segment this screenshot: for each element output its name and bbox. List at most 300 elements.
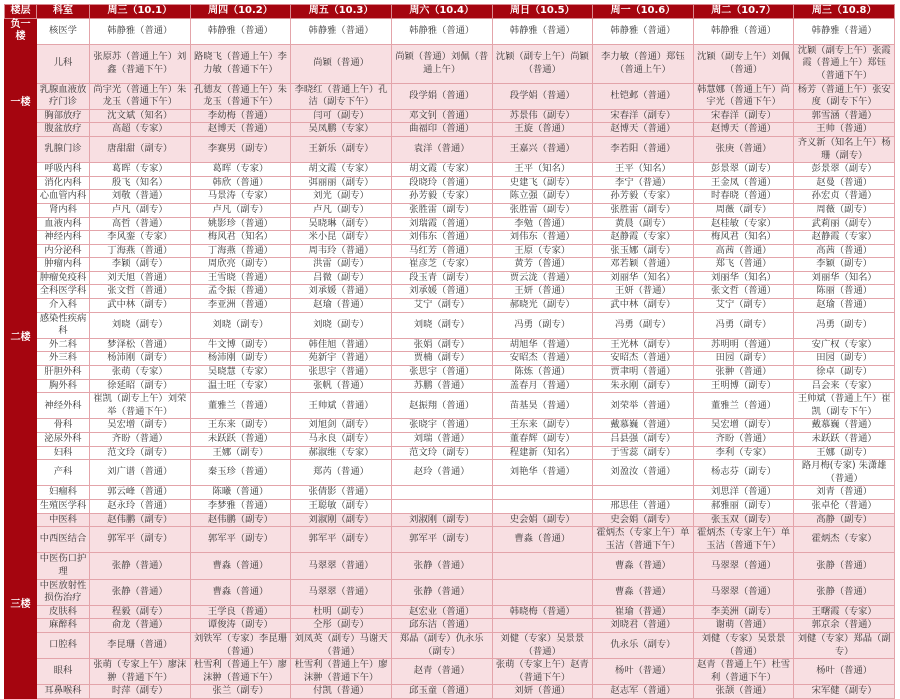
doctor-cell: 刘晓（副专） — [90, 312, 191, 338]
table-row — [5, 271, 895, 285]
table-row — [5, 352, 895, 366]
doctor-cell: 王帅斌（普通） — [291, 393, 392, 419]
doctor-cell: 宋军健（副专） — [794, 685, 895, 699]
doctor-cell: 张萌（专家上午）赵青（普通下午） — [492, 659, 593, 685]
doctor-cell: 赵桂敏（专家） — [693, 217, 794, 231]
department-cell: 胸外科 — [37, 379, 90, 393]
doctor-cell: 梅风君（知名） — [190, 231, 291, 245]
doctor-cell: 郭京余（普通） — [794, 619, 895, 633]
doctor-cell: 曲福印（普通） — [391, 123, 492, 137]
table-row — [5, 83, 895, 109]
floor-label: 一楼 — [5, 44, 37, 162]
doctor-cell: 王东来（副专） — [190, 419, 291, 433]
doctor-cell: 刘天旭（普通） — [90, 271, 191, 285]
doctor-cell: 张静（普通） — [391, 553, 492, 579]
table-row — [5, 244, 895, 258]
doctor-cell: 赵青（普通） — [391, 659, 492, 685]
doctor-cell: 杨沛刚（副专） — [90, 352, 191, 366]
doctor-cell: 刘思洋（普通） — [693, 486, 794, 500]
doctor-cell: 黄晨（副专） — [593, 217, 694, 231]
doctor-cell: 李颖（副专） — [794, 258, 895, 272]
table-row — [5, 685, 895, 699]
doctor-cell: 刘晓（副专） — [391, 312, 492, 338]
doctor-cell: 洪雷（副专） — [291, 258, 392, 272]
doctor-cell: 张卓伦（普通） — [794, 499, 895, 513]
doctor-cell: 武中林（副专） — [593, 299, 694, 313]
floor-label: 负一楼 — [5, 18, 37, 44]
doctor-cell: 孙芳毅（专家） — [391, 190, 492, 204]
doctor-cell: 刘敬（普通） — [90, 190, 191, 204]
doctor-cell: 艾宁（副专） — [391, 299, 492, 313]
doctor-cell: 董雅兰（普通） — [190, 393, 291, 419]
doctor-cell: 盖春月（普通） — [492, 379, 593, 393]
doctor-cell: 王妍（普通） — [492, 285, 593, 299]
doctor-cell: 李利（专家） — [693, 446, 794, 460]
doctor-cell: 张思宇（普通） — [391, 366, 492, 380]
doctor-cell: 张静（普通） — [794, 553, 895, 579]
doctor-cell: 张帆（普通） — [291, 379, 392, 393]
doctor-cell: 张静（普通） — [391, 579, 492, 605]
doctor-cell: 冯勇（副专） — [492, 312, 593, 338]
department-cell: 胸部放疗 — [37, 109, 90, 123]
doctor-cell: 王平（知名） — [593, 163, 694, 177]
doctor-cell: 张萌（专家上午）廖沫翀（普通下午） — [90, 659, 191, 685]
doctor-cell: 刘丽华（知名） — [693, 271, 794, 285]
doctor-cell: 赵博天（普通） — [190, 123, 291, 137]
department-cell: 生殖医学科 — [37, 499, 90, 513]
doctor-cell: 朱永刚（副专） — [593, 379, 694, 393]
doctor-cell: 吴晓琳（副专） — [291, 217, 392, 231]
doctor-cell: 张文哲（普通） — [693, 285, 794, 299]
doctor-cell: 时春晓（普通） — [693, 190, 794, 204]
doctor-cell: 袁洋（普通） — [391, 136, 492, 162]
doctor-cell: 吴宏增（副专） — [90, 419, 191, 433]
doctor-cell: 郭军平（副专） — [391, 527, 492, 553]
header-day: 周三（10.8） — [794, 5, 895, 19]
doctor-cell: 苏明明（普通） — [693, 338, 794, 352]
department-cell: 全科医学科 — [37, 285, 90, 299]
doctor-cell: 马翠翠（普通） — [693, 579, 794, 605]
doctor-cell: 彭景翠（副专） — [794, 163, 895, 177]
floor-label: 三楼 — [5, 513, 37, 698]
table-row — [5, 393, 895, 419]
doctor-cell: 高哲（普通） — [90, 217, 191, 231]
doctor-cell: 俞龙（普通） — [90, 619, 191, 633]
doctor-cell: 霍炳杰（专家） — [794, 527, 895, 553]
doctor-cell: 韩静雅（普通） — [190, 18, 291, 44]
doctor-cell: 邱东洁（普通） — [391, 619, 492, 633]
doctor-cell: 邓文钊（普通） — [391, 109, 492, 123]
doctor-cell: 程毅（副专） — [90, 605, 191, 619]
doctor-cell: 马永良（副专） — [291, 433, 392, 447]
doctor-cell: 王帅（普通） — [794, 123, 895, 137]
doctor-cell: 董春辉（副专） — [492, 433, 593, 447]
doctor-cell: 王原（专家） — [492, 244, 593, 258]
department-cell: 介入科 — [37, 299, 90, 313]
doctor-cell: 赵永玲（普通） — [90, 499, 191, 513]
doctor-cell: 李若阳（普通） — [593, 136, 694, 162]
doctor-cell: 刘凤英（副专）马谢天（普通） — [291, 632, 392, 658]
doctor-cell: 吕微（副专） — [291, 271, 392, 285]
header-day: 周三（10.1） — [90, 5, 191, 19]
department-cell: 神经外科 — [37, 393, 90, 419]
doctor-cell: 霍炳杰（专家上午）单玉洁（普通下午） — [693, 527, 794, 553]
doctor-cell: 王雪晓（普通） — [190, 271, 291, 285]
doctor-cell: 齐盼（普通） — [693, 433, 794, 447]
doctor-cell: 李风銮（专家） — [90, 231, 191, 245]
doctor-cell: 韩静雅（普通） — [291, 18, 392, 44]
doctor-cell — [492, 619, 593, 633]
doctor-cell: 张静（普通） — [90, 553, 191, 579]
doctor-cell: 刘晓（副专） — [291, 312, 392, 338]
doctor-cell: 安昭杰（普通） — [492, 352, 593, 366]
doctor-cell: 尚颖（普通）刘佩（普通上午） — [391, 44, 492, 83]
doctor-cell: 段学娟（普通） — [492, 83, 593, 109]
table-row — [5, 619, 895, 633]
doctor-cell: 徐延昭（副专） — [90, 379, 191, 393]
doctor-cell: 曹淼（普通） — [190, 579, 291, 605]
doctor-cell: 黄芳（普通） — [492, 258, 593, 272]
doctor-cell: 刘盈汝（普通） — [593, 460, 694, 486]
doctor-cell: 赵青（普通上午）杜雪利（普通下午） — [693, 659, 794, 685]
table-row — [5, 217, 895, 231]
doctor-cell: 李勉（普通） — [492, 217, 593, 231]
doctor-cell: 胡文霞（专家） — [391, 163, 492, 177]
department-cell: 感染性疾病科 — [37, 312, 90, 338]
doctor-cell: 刘晓（副专） — [190, 312, 291, 338]
table-row — [5, 136, 895, 162]
doctor-cell: 周薇（副专） — [794, 203, 895, 217]
doctor-cell: 李亚洲（普通） — [190, 299, 291, 313]
table-row — [5, 379, 895, 393]
doctor-cell: 梅风君（知名） — [693, 231, 794, 245]
department-cell: 肝胆外科 — [37, 366, 90, 380]
doctor-cell: 段晓玲（普通） — [391, 176, 492, 190]
doctor-cell: 赵博天（普通） — [593, 123, 694, 137]
department-cell: 核医学 — [37, 18, 90, 44]
doctor-cell: 姚影珍（普通） — [190, 217, 291, 231]
doctor-cell: 郝淑维（专家） — [291, 446, 392, 460]
department-cell: 肿瘤免疫科 — [37, 271, 90, 285]
header-day: 周四（10.2） — [190, 5, 291, 19]
doctor-cell: 胡文霞（专家） — [291, 163, 392, 177]
doctor-cell: 王学良（普通） — [190, 605, 291, 619]
doctor-cell: 王东来（副专） — [492, 419, 593, 433]
doctor-cell: 杜雪利（普通上午）廖沫翀（普通下午） — [291, 659, 392, 685]
table-row — [5, 18, 895, 44]
doctor-cell: 沈文斌（知名） — [90, 109, 191, 123]
doctor-cell: 张庚（普通） — [693, 136, 794, 162]
department-cell: 皮肤科 — [37, 605, 90, 619]
doctor-cell: 吴凤鹏（专家） — [291, 123, 392, 137]
doctor-cell: 冯勇（副专） — [693, 312, 794, 338]
table-row — [5, 285, 895, 299]
header-department: 科室 — [37, 5, 90, 19]
doctor-cell: 张胜雷（副专） — [391, 203, 492, 217]
doctor-cell: 安昭杰（普通） — [593, 352, 694, 366]
doctor-cell: 戴慕巍（普通） — [794, 419, 895, 433]
doctor-cell — [492, 579, 593, 605]
table-row — [5, 176, 895, 190]
header-day: 周一（10.6） — [593, 5, 694, 19]
header-row — [5, 5, 895, 19]
doctor-cell: 仝彤（副专） — [291, 619, 392, 633]
doctor-cell: 曹淼（普通） — [492, 527, 593, 553]
doctor-cell: 郑飞（普通） — [693, 258, 794, 272]
doctor-cell: 张思宇（普通） — [291, 366, 392, 380]
doctor-cell: 刘丽华（知名） — [593, 271, 694, 285]
doctor-cell: 王旋（普通） — [492, 123, 593, 137]
doctor-cell: 郭军平（副专） — [291, 527, 392, 553]
doctor-cell: 卢凡（副专） — [190, 203, 291, 217]
department-cell: 妇科 — [37, 446, 90, 460]
doctor-cell — [593, 486, 694, 500]
doctor-cell: 赵博天（普通） — [693, 123, 794, 137]
table-row — [5, 419, 895, 433]
doctor-cell: 王光林（副专） — [593, 338, 694, 352]
doctor-cell: 武莉丽（副专） — [794, 217, 895, 231]
doctor-cell: 韩佳旭（普通） — [291, 338, 392, 352]
doctor-cell: 张胜雷（副专） — [492, 203, 593, 217]
doctor-cell: 刘光（副专） — [291, 190, 392, 204]
doctor-cell: 刘荣举（普通） — [593, 393, 694, 419]
doctor-cell: 高静（副专） — [794, 513, 895, 527]
doctor-cell: 刘淑刚（副专） — [291, 513, 392, 527]
doctor-cell: 段玉青（副专） — [391, 271, 492, 285]
department-cell: 中医伤口护理 — [37, 553, 90, 579]
department-cell: 消化内科 — [37, 176, 90, 190]
doctor-cell: 孙宏贞（普通） — [794, 190, 895, 204]
department-cell: 耳鼻喉科 — [37, 685, 90, 699]
doctor-cell: 杜铠邺（普通） — [593, 83, 694, 109]
department-cell: 中医科 — [37, 513, 90, 527]
doctor-cell: 谢萌（普通） — [693, 619, 794, 633]
doctor-cell: 吴晓慧（专家） — [190, 366, 291, 380]
table-row — [5, 299, 895, 313]
doctor-cell: 崔彦芝（专家） — [391, 258, 492, 272]
doctor-cell: 杨沛刚（副专） — [190, 352, 291, 366]
doctor-cell — [391, 499, 492, 513]
doctor-cell: 冯勇（副专） — [794, 312, 895, 338]
doctor-cell: 张倩影（普通） — [291, 486, 392, 500]
doctor-cell: 马翠翠（普通） — [291, 553, 392, 579]
doctor-cell: 苑新宇（普通） — [291, 352, 392, 366]
doctor-cell: 吴宏增（副专） — [693, 419, 794, 433]
doctor-cell: 刘承媛（普通） — [391, 285, 492, 299]
doctor-cell: 尚颖（普通） — [291, 44, 392, 83]
header-day: 周日（10.5） — [492, 5, 593, 19]
doctor-cell: 段学娟（普通） — [391, 83, 492, 109]
department-cell: 口腔科 — [37, 632, 90, 658]
doctor-cell: 赵振翔（普通） — [391, 393, 492, 419]
doctor-cell: 未跃跃（普通） — [190, 433, 291, 447]
doctor-cell: 田园（副专） — [693, 352, 794, 366]
table-row — [5, 366, 895, 380]
doctor-cell: 韩欣（普通） — [190, 176, 291, 190]
table-row — [5, 109, 895, 123]
doctor-cell — [492, 486, 593, 500]
doctor-cell: 刘丽华（知名） — [794, 271, 895, 285]
department-cell: 外二科 — [37, 338, 90, 352]
doctor-cell: 王明博（副专） — [693, 379, 794, 393]
department-cell: 乳腺门诊 — [37, 136, 90, 162]
doctor-cell: 周韦玲（普通） — [291, 244, 392, 258]
table-row — [5, 203, 895, 217]
doctor-cell: 王妍（普通） — [593, 285, 694, 299]
doctor-cell: 史建飞（副专） — [492, 176, 593, 190]
doctor-cell — [391, 486, 492, 500]
doctor-cell: 卢凡（副专） — [90, 203, 191, 217]
table-row — [5, 231, 895, 245]
doctor-cell: 马翠翠（普通） — [693, 553, 794, 579]
doctor-cell: 张颉（普通） — [693, 685, 794, 699]
doctor-cell: 郭云峰（普通） — [90, 486, 191, 500]
table-row — [5, 338, 895, 352]
doctor-cell: 李晓红（普通上午）孔洁（副专下午） — [291, 83, 392, 109]
table-row — [5, 605, 895, 619]
doctor-cell: 张文哲（普通） — [90, 285, 191, 299]
doctor-cell: 赵玲（普通） — [391, 460, 492, 486]
department-cell: 腹盆放疗 — [37, 123, 90, 137]
doctor-cell: 孟令振（普通） — [190, 285, 291, 299]
doctor-cell: 张玉双（副专） — [693, 513, 794, 527]
doctor-cell: 赵伟鹏（副专） — [190, 513, 291, 527]
table-row — [5, 632, 895, 658]
table-row — [5, 123, 895, 137]
doctor-cell: 张玉娜（副专） — [593, 244, 694, 258]
doctor-cell: 刘健（专家）吴景景（普通） — [693, 632, 794, 658]
doctor-cell: 吕县强（副专） — [593, 433, 694, 447]
table-row — [5, 486, 895, 500]
doctor-cell: 史会娟（副专） — [492, 513, 593, 527]
doctor-cell: 张兰（副专） — [190, 685, 291, 699]
doctor-cell: 杨芳（普通上午）张安度（副专下午） — [794, 83, 895, 109]
doctor-cell: 赵志军（普通） — [593, 685, 694, 699]
table-row — [5, 659, 895, 685]
department-cell: 眼科 — [37, 659, 90, 685]
doctor-cell: 韩静雅（普通） — [391, 18, 492, 44]
doctor-cell: 张静（普通） — [794, 579, 895, 605]
floor-label: 二楼 — [5, 163, 37, 513]
header-day: 周二（10.7） — [693, 5, 794, 19]
doctor-cell: 米小昆（副专） — [291, 231, 392, 245]
doctor-cell: 郭雪涵（普通） — [794, 109, 895, 123]
doctor-cell: 邢思佳（普通） — [593, 499, 694, 513]
department-cell: 心血管内科 — [37, 190, 90, 204]
doctor-cell: 崔凯（副专上午）刘荣举（普通下午） — [90, 393, 191, 419]
department-cell: 泌尿外科 — [37, 433, 90, 447]
doctor-cell: 宋春洋（副专） — [693, 109, 794, 123]
doctor-cell: 沈颖（副专上午）刘佩（普通） — [693, 44, 794, 83]
doctor-cell: 仇永乐（副专） — [593, 632, 694, 658]
doctor-cell: 宋春洋（副专） — [593, 109, 694, 123]
doctor-cell: 李赛男（副专） — [190, 136, 291, 162]
header-day: 周五（10.3） — [291, 5, 392, 19]
doctor-cell: 陈丽（普通） — [794, 285, 895, 299]
table-row — [5, 312, 895, 338]
doctor-cell: 贾云泷（普通） — [492, 271, 593, 285]
doctor-cell: 葛晖（专家） — [90, 163, 191, 177]
doctor-cell: 丁海燕（普通） — [190, 244, 291, 258]
doctor-cell: 刘健（专家）郑晶（副专） — [794, 632, 895, 658]
doctor-cell: 刘青（普通） — [794, 486, 895, 500]
table-row — [5, 513, 895, 527]
doctor-cell: 郝雅丽（副专） — [693, 499, 794, 513]
doctor-cell: 赵瑜（普通） — [291, 299, 392, 313]
doctor-cell: 张胜雷（副专） — [593, 203, 694, 217]
doctor-cell: 谭俊涛（副专） — [190, 619, 291, 633]
doctor-cell: 秦玉珍（普通） — [190, 460, 291, 486]
doctor-cell: 赵曼（普通） — [794, 176, 895, 190]
doctor-cell: 苗基昊（普通） — [492, 393, 593, 419]
doctor-cell: 马翠翠（普通） — [291, 579, 392, 605]
doctor-cell: 苏景伟（副专） — [492, 109, 593, 123]
doctor-cell: 贾楠（副专） — [391, 352, 492, 366]
doctor-cell: 李宁（普通） — [593, 176, 694, 190]
doctor-cell: 苏鹏（普通） — [391, 379, 492, 393]
department-cell: 骨科 — [37, 419, 90, 433]
doctor-cell: 张萌（专家） — [90, 366, 191, 380]
doctor-cell: 李颖（副专） — [90, 258, 191, 272]
doctor-cell: 王新乐（副专） — [291, 136, 392, 162]
table-row — [5, 190, 895, 204]
doctor-cell: 杨志芬（副专） — [693, 460, 794, 486]
doctor-cell: 王金凤（普通） — [693, 176, 794, 190]
doctor-cell: 王嘉兴（普通） — [492, 136, 593, 162]
doctor-cell: 彭景翠（副专） — [693, 163, 794, 177]
doctor-cell: 史会娟（副专） — [593, 513, 694, 527]
doctor-cell: 贾聿明（普通） — [593, 366, 694, 380]
doctor-cell: 曹淼（普通） — [190, 553, 291, 579]
doctor-cell: 齐盼（普通） — [90, 433, 191, 447]
department-cell: 乳腺血液放疗门诊 — [37, 83, 90, 109]
doctor-cell: 赵静霞（专家） — [794, 231, 895, 245]
table-row — [5, 460, 895, 486]
header-floor: 楼层 — [5, 5, 37, 19]
doctor-cell: 刘铁军（专家）李昆珊（普通） — [190, 632, 291, 658]
doctor-cell: 沈颖（副专上午）张霞霞（普通上午）郑钰（普通下午） — [794, 44, 895, 83]
doctor-cell: 刘瑞霞（普通） — [391, 217, 492, 231]
schedule-table — [4, 4, 895, 699]
doctor-cell: 武中林（副专） — [90, 299, 191, 313]
table-row — [5, 44, 895, 83]
doctor-cell: 殷飞（知名） — [90, 176, 191, 190]
schedule-body — [5, 18, 895, 698]
doctor-cell: 温士旺（专家） — [190, 379, 291, 393]
department-cell: 产科 — [37, 460, 90, 486]
doctor-cell: 程建新（知名） — [492, 446, 593, 460]
doctor-cell: 孙芳毅（专家） — [593, 190, 694, 204]
department-cell: 肿瘤内科 — [37, 258, 90, 272]
doctor-cell: 张晓宇（普通） — [391, 419, 492, 433]
table-row — [5, 433, 895, 447]
doctor-cell: 王聪敏（副专） — [291, 499, 392, 513]
doctor-cell: 吕会来（专家） — [794, 379, 895, 393]
doctor-cell: 韩静雅（普通） — [794, 18, 895, 44]
department-cell: 内分泌科 — [37, 244, 90, 258]
department-cell: 儿科 — [37, 44, 90, 83]
doctor-cell: 唐甜甜（副专） — [90, 136, 191, 162]
doctor-cell: 赵静霞（专家） — [593, 231, 694, 245]
doctor-cell: 王娜（副专） — [794, 446, 895, 460]
doctor-cell: 刘广谱（普通） — [90, 460, 191, 486]
doctor-cell: 崔瑜（普通） — [593, 605, 694, 619]
doctor-cell: 葛晖（专家） — [190, 163, 291, 177]
department-cell: 血液内科 — [37, 217, 90, 231]
doctor-cell: 李美洲（副专） — [693, 605, 794, 619]
doctor-cell: 王娜（副专） — [190, 446, 291, 460]
doctor-cell: 卢凡（副专） — [291, 203, 392, 217]
